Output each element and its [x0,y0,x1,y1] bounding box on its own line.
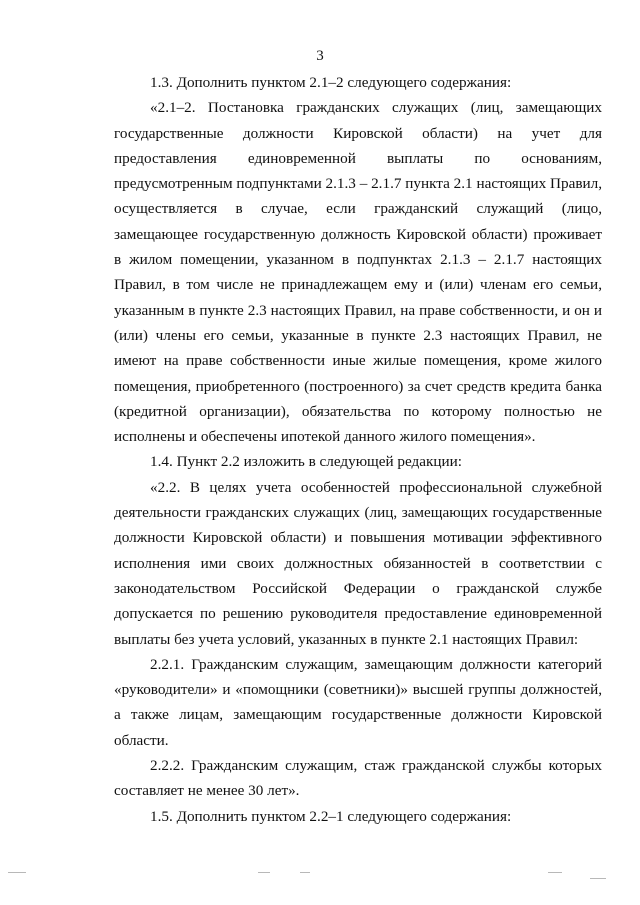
scan-mark [258,872,270,873]
scan-mark [548,872,562,873]
document-body [114,70,602,829]
scan-mark [300,872,310,873]
scan-mark [590,878,606,879]
page-number: 3 [316,48,324,64]
scan-mark [8,872,26,873]
paragraph-2-2-1: 2.2.1. Гражданским служащим, замещающим должности категорий «руководители» и «помощники (советники)» высшей группы должностей, а также лицам, замещающим государственные должности Кировской области. [114,655,602,749]
paragraph-1-4: 1.4. Пункт 2.2 изложить в следующей редакции: [150,453,463,471]
paragraph-2-1-2: «2.1–2. Постановка гражданских служащих (лиц, замещающих государственные должности Кировской области) на учет для предоставления единовременной выплаты по основаниям, предусмотренным подпунктами 2.1.3 – 2.1.7 пункта 2.1 настоящих Правил, осуществляется в случае, если гражданский служащий (лицо, замещающее государственную должность Кировской области) проживает в жилом помещении, указанном в подпунктах 2.1.3 – 2.1.7 настоящих Правил, в том числе не принадлежащем ему и (или) членам его семьи, указанным в пункте 2.3 настоящих Правил, на праве собственности, и он и (или) члены его семьи, указанные в пункте 2.3 настоящих Правил, не имеют на праве собственности иные жилые помещения, кроме жилого помещения, приобретенного (построенного) за счет средств кредита банка (кредитной организации), обязательства по которому полностью не исполнены и обеспечены ипотекой данного жилого помещения». [114,99,602,446]
scan-artifacts [0,872,640,882]
paragraph-1-3: 1.3. Дополнить пунктом 2.1–2 следующего содержания: [150,74,512,91]
paragraph-2-2: «2.2. В целях учета особенностей профессиональной служебной деятельности гражданских служащих (лиц, замещающих государственные должности Кировской области) и повышения мотивации эффективного исполнения ими своих должностных обязанностей в соответствии с законодательством Российской Федерации о гражданской службе допускается по решению руководителя предоставление единовременной выплаты без учета условий, указанных в пункте 2.1 настоящих Правил: [114,478,602,648]
paragraph-1-5: 1.5. Дополнить пунктом 2.2–1 следующего содержания: [150,807,512,825]
paragraph-2-2-2: 2.2.2. Гражданским служащим, стаж гражданской службы которых составляет не менее 30 лет». [114,757,602,800]
